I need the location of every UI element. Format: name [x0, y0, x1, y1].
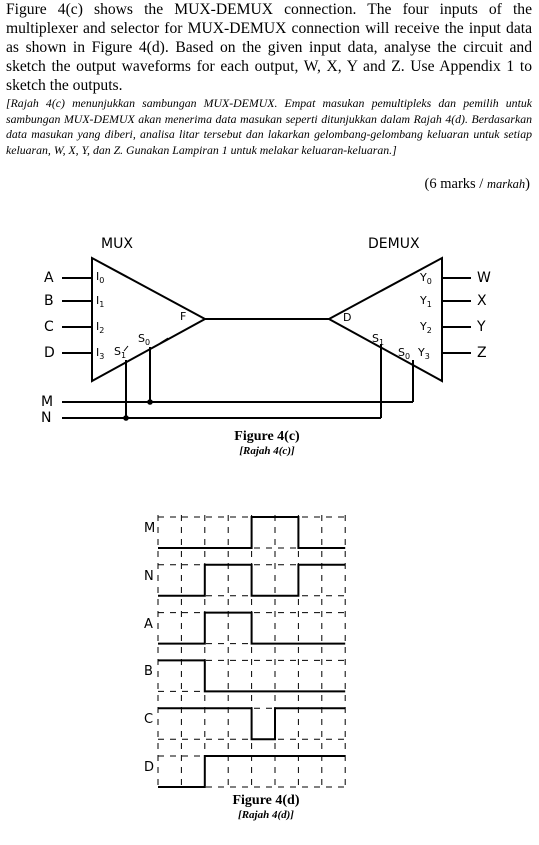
mux-select-s1: $S_1$	[114, 345, 127, 361]
marks-label: (6 marks /	[424, 176, 487, 192]
figure-4c-caption-en: Figure 4(c)	[234, 429, 300, 444]
mux-title: MUX	[101, 236, 133, 252]
demux-title: DEMUX	[368, 236, 420, 252]
signal-label-d: D	[144, 760, 155, 775]
mux-pin-i0: $I_0$	[96, 270, 105, 286]
output-label-y: Y	[477, 319, 486, 335]
marks-close: )	[525, 176, 530, 192]
figure-4d-caption	[166, 792, 366, 822]
mux-pin-i3: $I_3$	[96, 346, 105, 362]
input-label-d: D	[44, 345, 55, 361]
demux-pin-y3: $Y_3$	[418, 346, 430, 362]
waveform-a	[158, 613, 345, 644]
input-label-a: A	[44, 270, 54, 286]
output-label-x: X	[477, 293, 487, 309]
demux-pin-y0: $Y_0$	[420, 271, 432, 287]
figure-4d-caption-ms: [Rajah 4(d)]	[238, 809, 294, 821]
select-label-m: M	[41, 394, 54, 410]
waveform-n	[158, 565, 345, 596]
waveform-c	[158, 708, 345, 739]
question-malay: [Rajah 4(c) menunjukkan sambungan MUX-DEMUX. Empat masukan pemultipleks dan pemilih untuk sambungan MUX-DEMUX akan menerima data masukan seperti ditunjukkan dalam Rajah 4(d). Berdasarkan data masukan yang diberi, analisa litar tersebut dan lakarkan gelombang-gelombang keluaran untuk setiap keluaran, W, X, Y, dan Z. Gunakan Lampiran 1 untuk melakar keluaran-keluaran.]	[6, 96, 532, 157]
marks-label-malay: markah	[486, 177, 526, 191]
signal-label-m: M	[144, 521, 156, 536]
waveform-m	[158, 517, 345, 548]
mux-output-f: F	[180, 310, 187, 323]
mux-select-s0: $S_0$	[138, 332, 151, 348]
select-label-n: N	[41, 410, 52, 426]
question-english: Figure 4(c) shows the MUX-DEMUX connection. The four inputs of the multiplexer and selector for MUX-DEMUX connection will receive the input data as shown in Figure 4(d). Based on the given input data, analyse the circuit and sketch the output waveforms for each output, W, X, Y and Z. Use Appendix 1 to sketch the outputs.	[6, 1, 532, 94]
demux-select-s1: $S_1$	[372, 332, 385, 348]
demux-pin-y1: $Y_1$	[420, 294, 432, 310]
signal-label-c: C	[144, 712, 154, 728]
input-label-c: C	[44, 319, 54, 335]
signal-label-n: N	[144, 568, 154, 584]
output-label-z: Z	[477, 345, 487, 361]
signal-label-a: A	[144, 616, 153, 632]
demux-pin-y2: $Y_2$	[420, 320, 432, 336]
demux-input-d: D	[343, 311, 352, 324]
mux-pin-i2: $I_2$	[96, 320, 105, 336]
figure-4d-caption-en: Figure 4(d)	[232, 793, 300, 808]
signal-label-b: B	[144, 664, 153, 680]
mux-pin-i1: $I_1$	[96, 294, 105, 310]
input-label-b: B	[44, 293, 54, 309]
figure-4c-caption-ms: [Rajah 4(c)]	[239, 445, 295, 457]
output-label-w: W	[477, 270, 491, 286]
demux-select-s0: $S_0$	[398, 346, 411, 362]
